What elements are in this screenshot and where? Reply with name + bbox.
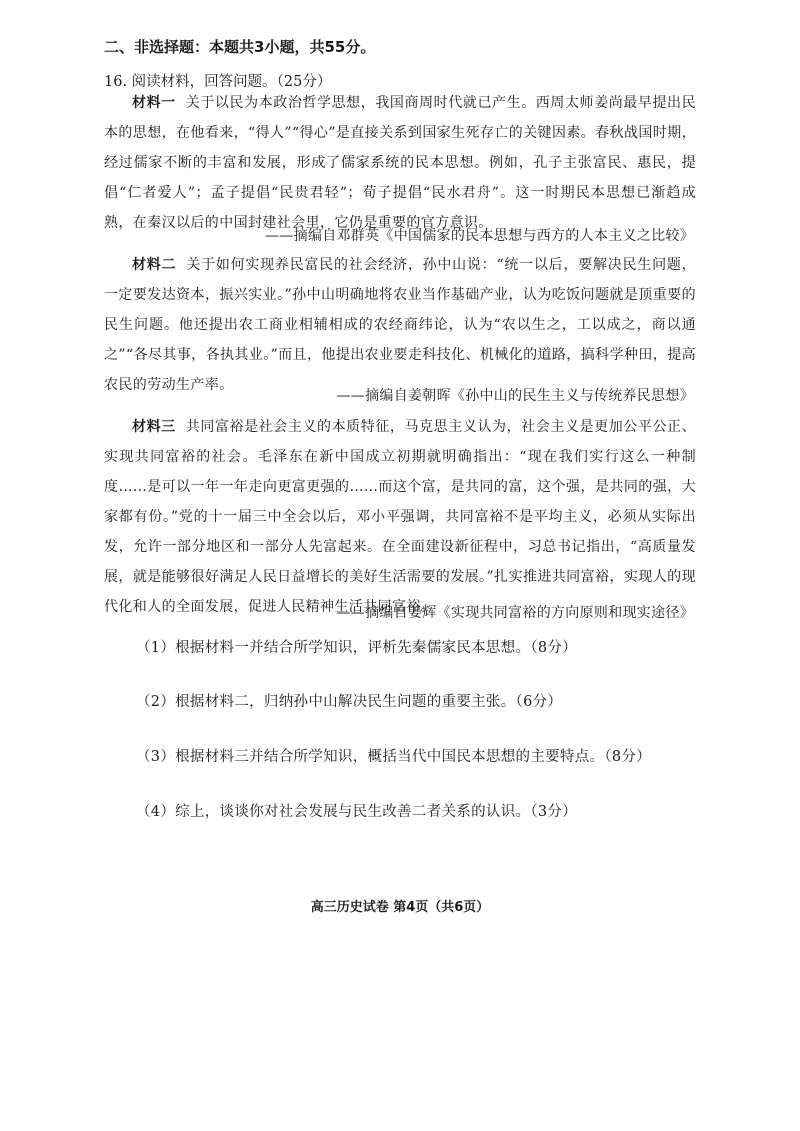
sub-question-1: （1）根据材料一并结合所学知识，评析先秦儒家民本思想。（8分） <box>136 640 577 656</box>
sub-question-2: （2）根据材料二，归纳孙中山解决民生问题的重要主张。（6分） <box>136 694 563 710</box>
material-label: 材料二 <box>132 257 177 273</box>
material-source: ——摘编自姜辉《实现共同富裕的方向原则和现实途径》 <box>336 605 694 621</box>
material-label: 材料一 <box>132 95 176 111</box>
page-footer: 高三历史试卷 第4页（共6页） <box>310 900 490 915</box>
material-text: 关于以民为本政治哲学思想，我国商周时代就已产生。西周太师姜尚最早提出民本的思想，在他看来，“得人”“得心”是直接关系到国家生死存亡的关键因素。春秋战国时期，经过儒家不断的丰富和发展，形成了儒家系统的民本思想。例如，孔子主张富民、惠民，提倡“仁者爱人”；孟子提倡“民贵君轻”；荀子提倡“民水君舟”。这一时期民本思想已渐趋成熟，在秦汉以后的中国封建社会里，它仍是重要的官方意识。 <box>104 95 697 231</box>
sub-question-4: （4）综上，谈谈你对社会发展与民生改善二者关系的认识。（3分） <box>136 804 577 820</box>
question-intro: 16. 阅读材料，回答问题。（25分） <box>104 74 332 90</box>
material-source: ——摘编自姜朝晖《孙中山的民生主义与传统养民思想》 <box>336 388 694 404</box>
material-label: 材料三 <box>132 419 176 435</box>
material-text: 关于如何实现养民富民的社会经济，孙中山说：“统一以后，要解决民生问题，一定要发达资本，振兴实业。”孙中山明确地将农业当作基础产业，认为吃饭问题就是顶重要的民生问题。他还提出农工商业相辅相成的农经商纬论，认为“农以生之，工以成之，商以通之”“各尽其事，各执其业。”而且，他提出农业要走科技化、机械化的道路，搞科学种田，提高农民的劳动生产率。 <box>104 257 697 393</box>
section-heading: 二、非选择题：本题共3小题，共55分。 <box>104 38 376 56</box>
material-1 <box>104 88 696 238</box>
material-source: ——摘编自邓群英《中国儒家的民本思想与西方的人本主义之比较》 <box>265 228 694 244</box>
sub-question-3: （3）根据材料三并结合所学知识，概括当代中国民本思想的主要特点。（8分） <box>136 749 651 765</box>
material-2 <box>104 250 696 400</box>
material-text: 共同富裕是社会主义的本质特征，马克思主义认为，社会主义是更加公平公正、实现共同富裕的社会。毛泽东在新中国成立初期就明确指出：“现在我们实行这么一种制度……是可以一年一年走向更富更强的……而这个富，是共同的富，这个强，是共同的强，大家都有份。”党的十一届三中全会以后，邓小平强调，共同富裕不是平均主义，必须从实际出发，允许一部分地区和一部分人先富起来。在全面建设新征程中，习总书记指出，“高质量发展，就是能够很好满足人民日益增长的美好生活需要的发展。”扎实推进共同富裕，实现人的现代化和人的全面发展，促进人民精神生活共同富裕。 <box>104 419 697 615</box>
material-3 <box>104 412 696 622</box>
